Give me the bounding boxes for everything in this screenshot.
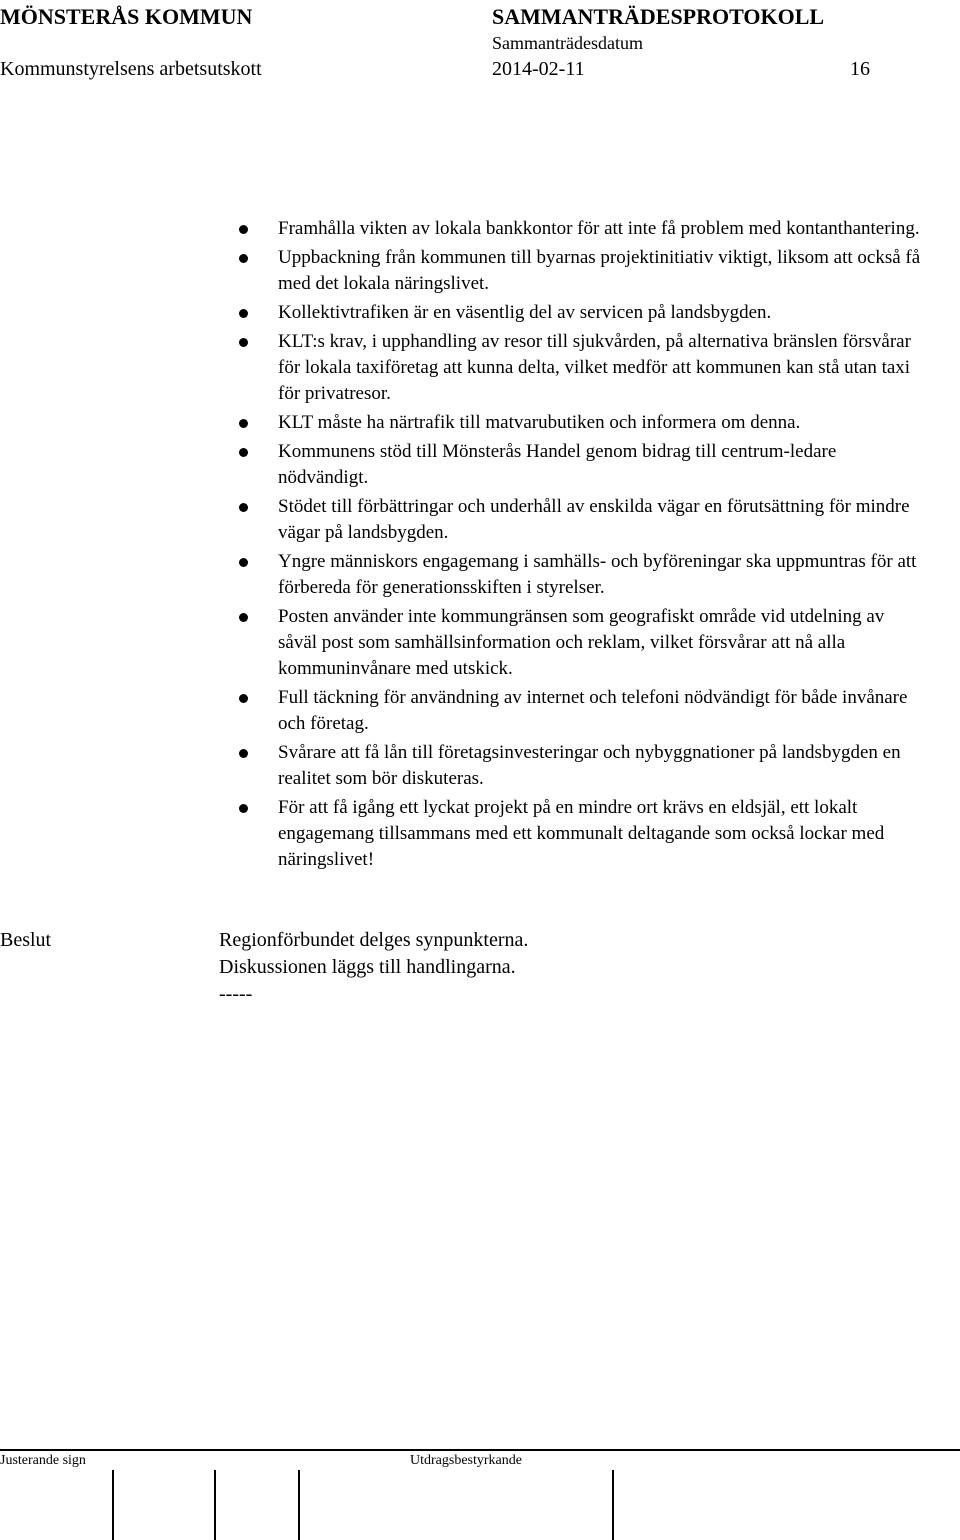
footer-divider [0,1449,960,1451]
bullet-icon [239,254,248,263]
viewpoints-list [0,216,960,873]
list-item-text: Framhålla vikten av lokala bankkontor för att inte få problem med kontanthantering. [278,218,920,239]
meeting-date: 2014-02-11 [492,58,585,80]
list-item-text: Svårare att få lån till företagsinvesteringar och nybyggnationer på landsbygden en realitet som bör diskuteras. [278,742,901,789]
list-item-text: För att få igång ett lyckat projekt på en mindre ort krävs en eldsjäl, ett lokalt engagemang tillsammans med ett kommunalt deltagande som också lockar med näringslivet! [278,797,885,870]
decision-line: Diskussionen läggs till handlingarna. [219,956,516,978]
bullet-icon [239,448,248,457]
list-item [0,439,960,491]
signature-box-divider [112,1470,114,1540]
bullet-icon [239,419,248,428]
list-item [0,216,960,242]
committee-name: Kommunstyrelsens arbetsutskott [0,58,262,80]
decision-text [219,927,528,1008]
list-item-text: KLT:s krav, i upphandling av resor till sjukvården, på alternativa bränslen försvårar för lokala taxiföretag att kunna delta, vilket medför att kommunen kan stå utan taxi för privatresor. [278,331,911,404]
list-item-text: Kommunens stöd till Mönsterås Handel genom bidrag till centrum-ledare nödvändigt. [278,441,837,488]
list-item [0,604,960,682]
list-item [0,245,960,297]
list-item [0,549,960,601]
bullet-icon [239,558,248,567]
list-item [0,795,960,873]
utdrag-label: Utdragsbestyrkande [410,1453,522,1468]
decision-label: Beslut [0,929,52,951]
bullet-icon [239,503,248,512]
page-number: 16 [850,58,870,80]
list-item [0,410,960,436]
list-item-text: Kollektivtrafiken är en väsentlig del av servicen på landsbygden. [278,302,772,323]
meeting-date-label: Sammanträdesdatum [492,33,643,53]
document-type: SAMMANTRÄDESPROTOKOLL [492,4,825,29]
list-item-text: Stödet till förbättringar och underhåll av enskilda vägar en förutsättning för mindre vägar på landsbygden. [278,496,910,543]
list-item [0,740,960,792]
list-item [0,685,960,737]
list-item-text: Uppbackning från kommunen till byarnas projektinitiativ viktigt, liksom att också få med det lokala näringslivet. [278,247,921,294]
bullet-icon [239,338,248,347]
bullet-icon [239,309,248,318]
justering-sign-label: Justerande sign [0,1453,86,1468]
list-item [0,329,960,407]
decision-end-marker: ----- [219,983,253,1005]
list-item [0,300,960,326]
list-item-text: Full täckning för användning av internet och telefoni nödvändigt för både invånare och företag. [278,687,908,734]
bullet-icon [239,225,248,234]
list-item [0,494,960,546]
organization-name: MÖNSTERÅS KOMMUN [0,4,253,29]
bullet-icon [239,613,248,622]
bullet-icon [239,749,248,758]
bullet-icon [239,694,248,703]
list-item-text: KLT måste ha närtrafik till matvarubutiken och informera om denna. [278,412,801,433]
list-item-text: Posten använder inte kommungränsen som geografiskt område vid utdelning av såväl post som samhällsinformation och reklam, vilket försvårar att nå alla kommuninvånare med utskick. [278,606,885,679]
decision-line: Regionförbundet delges synpunkterna. [219,929,529,951]
list-item-text: Yngre människors engagemang i samhälls- och byföreningar ska uppmuntras för att förbereda för generationsskiften i styrelser. [278,551,917,598]
bullet-icon [239,804,248,813]
signature-box-divider [214,1470,216,1540]
signature-box-divider [612,1470,614,1540]
signature-box-divider [298,1470,300,1540]
